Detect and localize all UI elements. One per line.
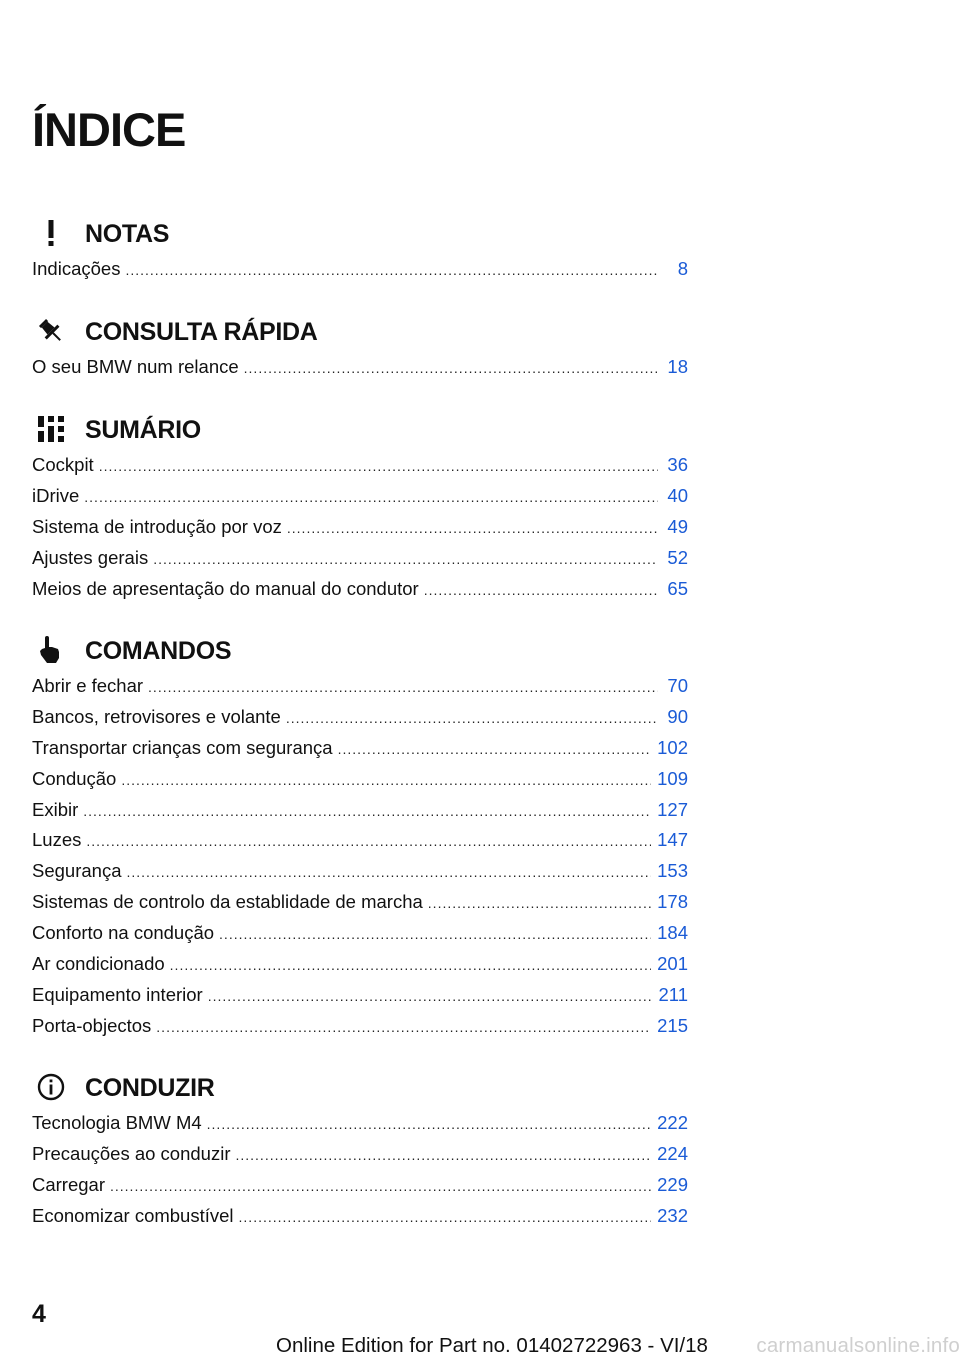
toc-page-link[interactable]: 52 bbox=[667, 546, 688, 568]
toc-entry-label: Sistema de introdução por voz bbox=[32, 515, 282, 537]
toc-entry-label: Conforto na condução bbox=[32, 922, 215, 944]
toc-entry[interactable] bbox=[32, 450, 688, 481]
dot-leader bbox=[156, 1012, 651, 1043]
hand-pointer-icon bbox=[36, 635, 66, 665]
toc-entry-label: Indicações bbox=[32, 258, 121, 279]
dot-leader bbox=[126, 857, 651, 888]
toc-entry[interactable] bbox=[32, 795, 688, 826]
section-title: CONDUZIR bbox=[85, 1074, 215, 1102]
toc-entry[interactable] bbox=[32, 825, 688, 856]
toc-entry[interactable] bbox=[32, 733, 688, 764]
toc-entry-label: Exibir bbox=[32, 798, 79, 820]
toc-entry-label: iDrive bbox=[32, 484, 80, 506]
toc-entry[interactable] bbox=[32, 512, 688, 543]
section-header bbox=[32, 214, 688, 254]
toc-entry[interactable] bbox=[32, 764, 688, 795]
toc-page-link[interactable]: 65 bbox=[667, 577, 688, 599]
toc-entry-label: Economizar combustível bbox=[32, 1204, 234, 1226]
toc-entry[interactable] bbox=[32, 254, 688, 285]
page-title: ÍNDICE bbox=[32, 103, 186, 156]
toc-entry[interactable] bbox=[32, 1139, 688, 1170]
toc-entry-label: Condução bbox=[32, 767, 117, 789]
dot-leader bbox=[424, 575, 658, 606]
toc-entry-label: Tecnologia BMW M4 bbox=[32, 1112, 202, 1133]
dot-leader bbox=[86, 826, 651, 857]
toc-page-link[interactable]: 109 bbox=[657, 767, 688, 789]
toc-entry-label: Carregar bbox=[32, 1173, 105, 1195]
toc-entry[interactable] bbox=[32, 980, 688, 1011]
toc-entry-label: Transportar crianças com segurança bbox=[32, 736, 333, 758]
section-sumario bbox=[32, 410, 688, 604]
toc-page-link[interactable]: 224 bbox=[657, 1142, 688, 1164]
section-title: CONSULTA RÁPIDA bbox=[85, 318, 318, 346]
toc-entry-label: Segurança bbox=[32, 860, 122, 882]
section-header bbox=[32, 312, 688, 352]
dot-leader bbox=[148, 672, 658, 703]
toc-page-link[interactable]: 18 bbox=[667, 356, 688, 377]
footer bbox=[276, 1330, 960, 1362]
toc-page-link[interactable]: 153 bbox=[657, 860, 688, 882]
section-consulta-rapida bbox=[32, 312, 688, 383]
toc-entry[interactable] bbox=[32, 352, 688, 383]
grid-icon bbox=[36, 414, 66, 444]
dot-leader bbox=[83, 796, 651, 827]
dot-leader bbox=[428, 888, 651, 919]
toc-entry-label: Equipamento interior bbox=[32, 983, 203, 1005]
section-comandos bbox=[32, 631, 688, 1042]
toc-entry-label: Meios de apresentação do manual do condutor bbox=[32, 577, 419, 599]
watermark-text: carmanualsonline.info bbox=[756, 1334, 960, 1357]
toc-page-link[interactable]: 70 bbox=[667, 675, 688, 696]
toc-entry-label: Precauções ao conduzir bbox=[32, 1142, 231, 1164]
dot-leader bbox=[239, 1202, 652, 1233]
section-header bbox=[32, 631, 688, 671]
toc-entry-label: O seu BMW num relance bbox=[32, 356, 239, 377]
toc-page-link[interactable]: 49 bbox=[667, 515, 688, 537]
toc-entry[interactable] bbox=[32, 1108, 688, 1139]
dot-leader bbox=[110, 1171, 651, 1202]
toc-page-link[interactable]: 184 bbox=[657, 922, 688, 944]
toc-page-link[interactable]: 211 bbox=[658, 983, 688, 1005]
toc-entry[interactable] bbox=[32, 1011, 688, 1042]
section-title: NOTAS bbox=[85, 220, 170, 248]
toc-page-link[interactable]: 215 bbox=[657, 1014, 688, 1036]
dot-leader bbox=[235, 1140, 651, 1171]
dot-leader bbox=[244, 353, 658, 384]
toc-entry-label: Porta-objectos bbox=[32, 1014, 152, 1036]
section-header bbox=[32, 1068, 688, 1108]
toc-page-link[interactable]: 36 bbox=[667, 454, 688, 475]
toc-page-link[interactable]: 222 bbox=[657, 1112, 688, 1133]
toc-entry[interactable] bbox=[32, 671, 688, 702]
toc-page-link[interactable]: 8 bbox=[677, 258, 688, 279]
toc-page-link[interactable]: 147 bbox=[657, 829, 688, 851]
toc-entry-label: Bancos, retrovisores e volante bbox=[32, 705, 281, 727]
toc-page-link[interactable]: 178 bbox=[657, 891, 688, 913]
section-notas bbox=[32, 214, 688, 285]
section-header bbox=[32, 410, 688, 450]
pushpin-icon bbox=[36, 316, 66, 346]
toc-page-link[interactable]: 102 bbox=[657, 736, 688, 758]
dot-leader bbox=[287, 513, 658, 544]
toc-page-link[interactable]: 232 bbox=[657, 1204, 688, 1226]
toc-page-link[interactable]: 40 bbox=[667, 484, 688, 506]
dot-leader bbox=[207, 1109, 651, 1140]
toc-entry[interactable] bbox=[32, 702, 688, 733]
exclamation-icon bbox=[36, 218, 66, 248]
dot-leader bbox=[125, 255, 658, 286]
dot-leader bbox=[121, 765, 651, 796]
toc-entry[interactable] bbox=[32, 574, 688, 605]
dot-leader bbox=[153, 544, 658, 575]
section-title: COMANDOS bbox=[85, 637, 232, 665]
dot-leader bbox=[99, 451, 658, 482]
dot-leader bbox=[338, 734, 652, 765]
footer-edition-text: Online Edition for Part no. 01402722963 - VI/18 bbox=[276, 1334, 708, 1357]
dot-leader bbox=[170, 950, 651, 981]
toc-entry[interactable] bbox=[32, 856, 688, 887]
toc-entry-label: Ajustes gerais bbox=[32, 546, 149, 568]
dot-leader bbox=[84, 482, 658, 513]
info-circle-icon bbox=[36, 1072, 66, 1102]
toc-entry[interactable] bbox=[32, 481, 688, 512]
toc-entry-label: Sistemas de controlo da establidade de marcha bbox=[32, 891, 423, 913]
toc-page-link[interactable]: 229 bbox=[657, 1173, 688, 1195]
toc-entry-label: Luzes bbox=[32, 829, 82, 851]
toc-entry[interactable] bbox=[32, 918, 688, 949]
toc-entry[interactable] bbox=[32, 543, 688, 574]
dot-leader bbox=[208, 981, 653, 1012]
toc-page-link[interactable]: 90 bbox=[667, 705, 688, 727]
toc-page-link[interactable]: 201 bbox=[657, 953, 688, 975]
toc-entry[interactable] bbox=[32, 1201, 688, 1232]
toc-entry[interactable] bbox=[32, 887, 688, 918]
toc-entry-label: Cockpit bbox=[32, 454, 94, 475]
dot-leader bbox=[286, 703, 658, 734]
section-title: SUMÁRIO bbox=[85, 416, 201, 444]
page-number: 4 bbox=[32, 1300, 46, 1328]
toc-entry-label: Ar condicionado bbox=[32, 953, 165, 975]
toc-entry[interactable] bbox=[32, 1170, 688, 1201]
dot-leader bbox=[219, 919, 651, 950]
toc-entry[interactable] bbox=[32, 949, 688, 980]
section-conduzir bbox=[32, 1068, 688, 1232]
toc-page-link[interactable]: 127 bbox=[657, 798, 688, 820]
toc-entry-label: Abrir e fechar bbox=[32, 675, 144, 696]
